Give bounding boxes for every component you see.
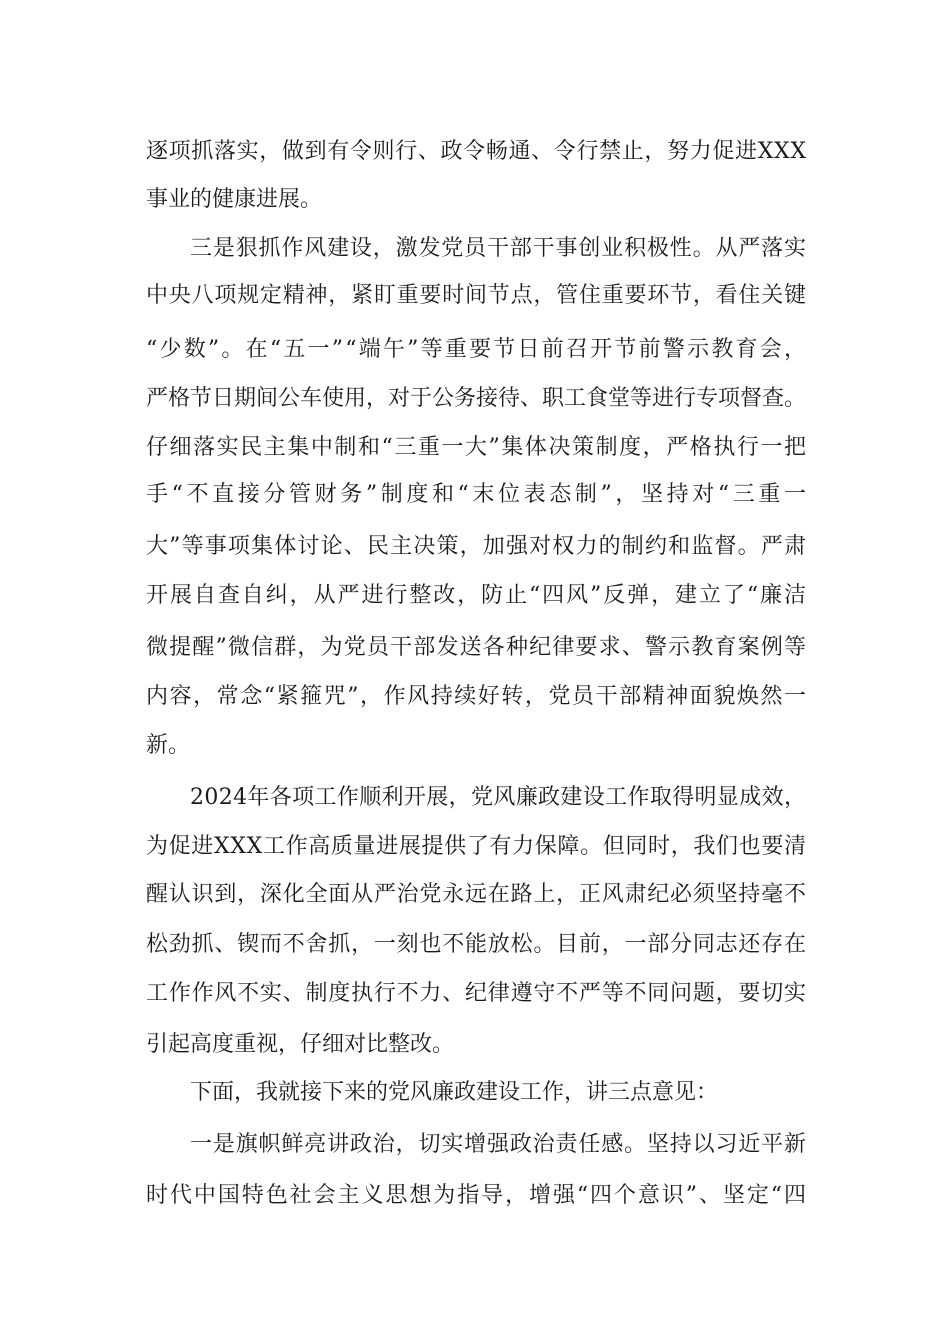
text-line — [0, 428, 950, 468]
text-line — [0, 276, 950, 316]
text-line — [0, 229, 950, 269]
text-line — [0, 132, 950, 172]
text-line — [0, 475, 950, 515]
line-text: 内容，常念“紧箍咒”，作风持续好转，党员干部精神面貌焕然一 — [146, 684, 808, 709]
text-line — [0, 875, 950, 915]
text-line — [0, 1125, 950, 1165]
text-line — [0, 330, 950, 370]
line-text: 工作作风不实、制度执行不力、纪律遵守不严等不同问题，要切实 — [146, 981, 807, 1006]
line-text: 逐项抓落实，做到有令则行、政令畅通、令行禁止，努力促进XXX — [146, 139, 807, 164]
line-text: 2024年各项工作顺利开展，党风廉政建设工作取得明显成效， — [190, 785, 807, 810]
text-line — [0, 379, 950, 419]
line-text: 引起高度重视，仔细对比整改。 — [146, 1032, 455, 1057]
text-line — [0, 1025, 950, 1065]
line-text: 为促进XXX工作高质量进展提供了有力保障。但同时，我们也要清 — [146, 834, 807, 859]
line-text: 微提醒”微信群，为党员干部发送各种纪律要求、警示教育案例等 — [146, 635, 808, 660]
text-line — [0, 925, 950, 965]
text-line — [0, 576, 950, 616]
line-text: 仔细落实民主集中制和“三重一大”集体决策制度，严格执行一把 — [146, 435, 808, 460]
line-text: 新。 — [146, 733, 191, 758]
line-text: 手“不直接分管财务”制度和“末位表态制”，坚持对“三重一 — [146, 482, 810, 507]
line-text: 松劲抓、锲而不舍抓，一刻也不能放松。目前，一部分同志还存在 — [146, 932, 807, 957]
line-text: 开展自查自纠，从严进行整改，防止“四风”反弹，建立了“廉洁 — [146, 583, 808, 608]
line-text: 下面，我就接下来的党风廉政建设工作，讲三点意见： — [190, 1080, 719, 1105]
line-text: 时代中国特色社会主义思想为指导，增强“四个意识”、坚定“四 — [146, 1183, 808, 1208]
text-line — [0, 527, 950, 567]
line-text: 醒认识到，深化全面从严治党永远在路上，正风肃纪必须坚持毫不 — [146, 882, 807, 907]
line-text: 三是狠抓作风建设，激发党员干部干事创业积极性。从严落实 — [190, 236, 807, 261]
line-text: 大”等事项集体讨论、民主决策，加强对权力的制约和监督。严肃 — [146, 534, 808, 559]
line-text: 一是旗帜鲜亮讲政治，切实增强政治责任感。坚持以习近平新 — [190, 1132, 807, 1157]
text-line — [0, 778, 950, 818]
text-line — [0, 180, 950, 220]
text-line — [0, 677, 950, 717]
line-text: 中央八项规定精神，紧盯重要时间节点，管住重要环节，看住关键 — [146, 283, 807, 308]
text-line — [0, 1073, 950, 1113]
text-line — [0, 974, 950, 1014]
text-line — [0, 1176, 950, 1216]
line-text: 严格节日期间公车使用，对于公务接待、职工食堂等进行专项督查。 — [146, 386, 806, 411]
text-line — [0, 628, 950, 668]
text-line — [0, 726, 950, 766]
text-line — [0, 827, 950, 867]
line-text: “少数”。在“五一”“端午”等重要节日前召开节前警示教育会， — [146, 337, 809, 362]
line-text: 事业的健康进展。 — [146, 187, 323, 212]
